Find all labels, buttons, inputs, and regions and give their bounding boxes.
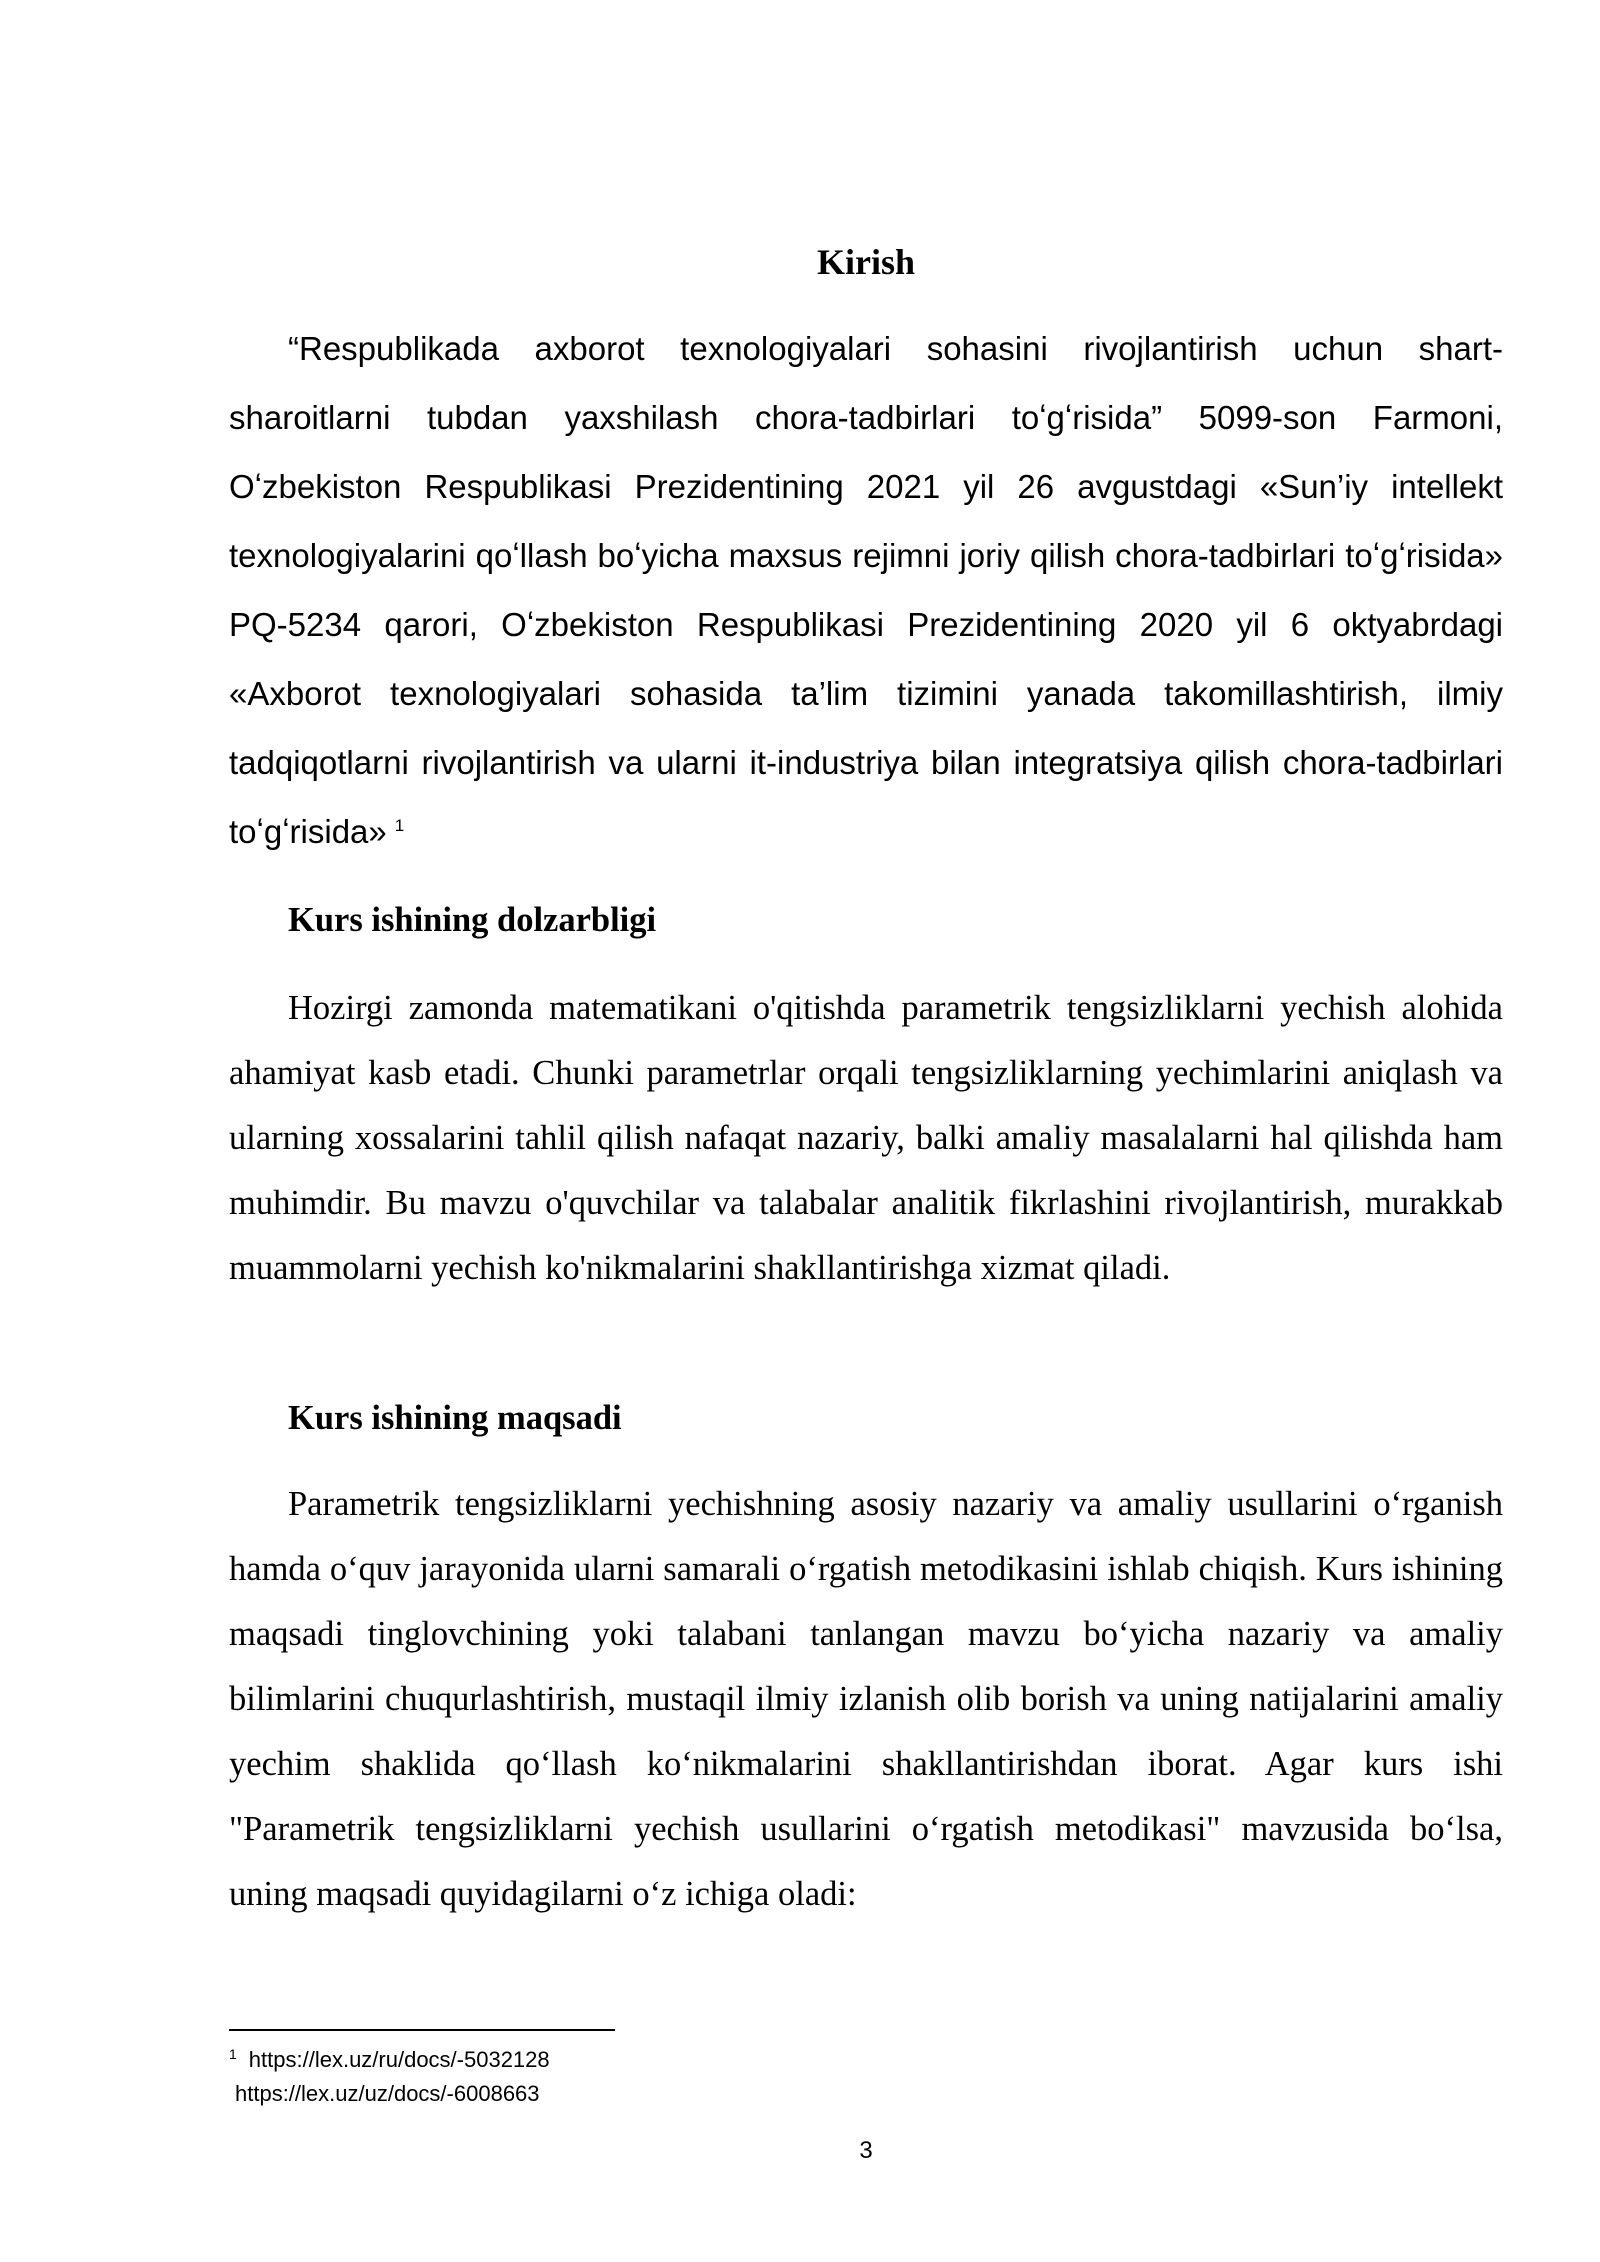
intro-text: “Respublikada axborot texnologiyalari sohasini rivojlantirish uchun shart-sharoitlarni tubdan yaxshilash chora-tadbirlari toʻgʻrisida” 5099-son Farmoni, Oʻzbekiston Respublikasi Prezidentining 2021 yil 26 avgustdagi «Sun’iy intellekt texnologiyalarini qoʻllash boʻyicha maxsus rejimni joriy qilish chora-tadbirlari toʻgʻrisida» PQ-5234 qarori, Oʻzbekiston Respublikasi Prezidentining 2020 yil 6 oktyabrdagi «Axborot texnologiyalari sohasida ta’lim tizimini yanada takomillashtirish, ilmiy tadqiqotlarni rivojlantirish va ularni it-industriya bilan integratsiya qilish chora-tadbirlari toʻgʻrisida» bbox=[229, 330, 1503, 850]
page-number: 3 bbox=[859, 2137, 873, 2164]
section-paragraph-maqsadi: Parametrik tengsizliklarni yechishning asosiy nazariy va amaliy usullarini oʻrganish hamda oʻquv jarayonida ularni samarali oʻrgatish metodikasini ishlab chiqish. Kurs ishining maqsadi tinglovchining yoki talabani tanlangan mavzu boʻyicha nazariy va amaliy bilimlarini chuqurlashtirish, mustaqil ilmiy izlanish olib borish va uning natijalarini amaliy yechim shaklida qoʻllash koʻnikmalarini shakllantirishdan iborat. Agar kurs ishi "Parametrik tengsizliklarni yechish usullarini oʻrgatish metodikasi" mavzusida boʻlsa, uning maqsadi quyidagilarni oʻz ichiga oladi: bbox=[229, 1485, 1503, 1913]
page-title: Kirish bbox=[816, 242, 915, 282]
footnote-separator bbox=[229, 2029, 615, 2031]
footnote-link-ru[interactable]: https://lex.uz/ru/docs/-5032128 bbox=[248, 2047, 550, 2072]
section-heading-dolzarbligi: Kurs ishining dolzarbligi bbox=[288, 901, 657, 939]
document-page bbox=[229, 0, 1503, 2262]
section-paragraph-dolzarbligi: Hozirgi zamonda matematikani o'qitishda parametrik tengsizliklarni yechish alohida ahamiyat kasb etadi. Chunki parametrlar orqali tengsizliklarning yechimlarini aniqlash va ularning xossalarini tahlil qilish nafaqat nazariy, balki amaliy masalalarni hal qilishda ham muhimdir. Bu mavzu o'quvchilar va talabalar analitik fikrlashini rivojlantirish, murakkab muammolarni yechish ko'nikmalarini shakllantirishga xizmat qiladi. bbox=[229, 989, 1503, 1287]
footnote-item-continued bbox=[235, 2077, 540, 2111]
footnote-mark: 1 bbox=[229, 2045, 237, 2062]
footnote-link-uz[interactable]: https://lex.uz/uz/docs/-6008663 bbox=[235, 2081, 540, 2106]
footnote-reference[interactable]: 1 bbox=[394, 816, 405, 835]
section-heading-maqsadi: Kurs ishining maqsadi bbox=[288, 1399, 622, 1437]
footnote-item bbox=[229, 2043, 550, 2077]
intro-paragraph bbox=[229, 314, 1503, 866]
